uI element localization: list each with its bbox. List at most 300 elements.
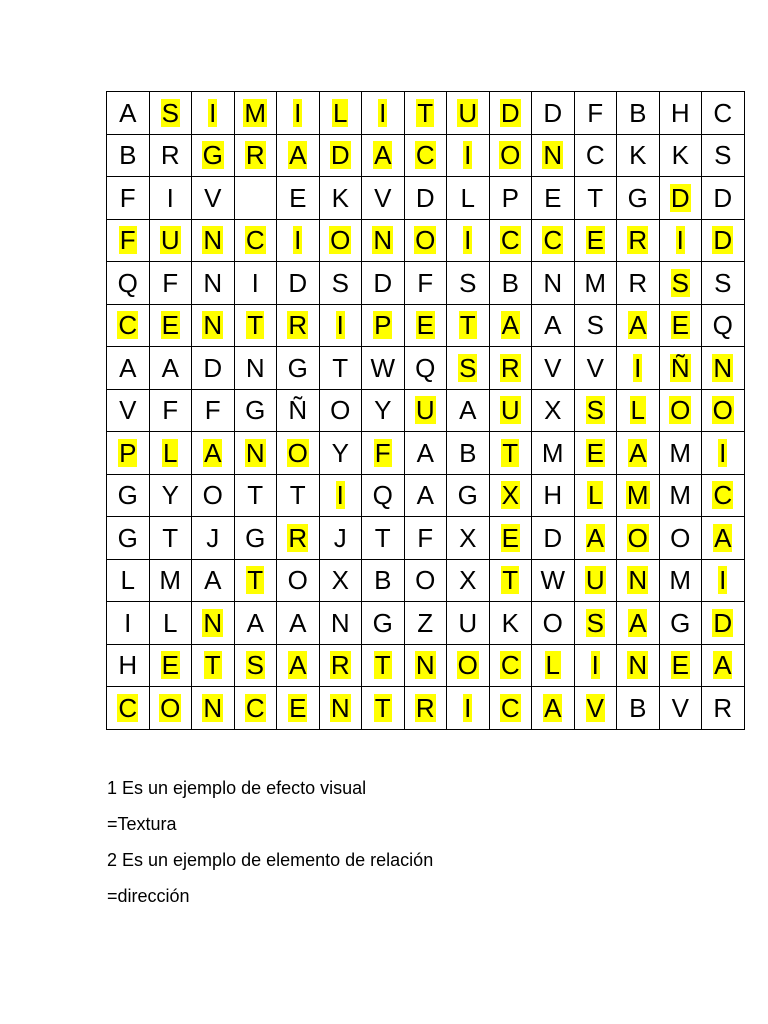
- highlighted-letter: N: [373, 225, 393, 256]
- grid-letter: A: [246, 607, 264, 638]
- grid-cell: [319, 559, 362, 602]
- grid-letter: B: [629, 692, 647, 723]
- grid-cell: [617, 134, 660, 177]
- grid-cell: [149, 432, 192, 475]
- grid-cell: [617, 177, 660, 220]
- grid-letter: T: [332, 352, 349, 383]
- grid-cell: [277, 687, 320, 730]
- highlighted-letter: E: [161, 310, 179, 341]
- grid-cell: [702, 262, 745, 305]
- question-1-text: 1 Es un ejemplo de efecto visual: [107, 778, 367, 798]
- grid-cell: [319, 134, 362, 177]
- highlighted-letter: D: [500, 97, 520, 128]
- grid-letter: H: [118, 650, 138, 681]
- grid-cell: [659, 134, 702, 177]
- grid-cell: [149, 347, 192, 390]
- grid-letter: G: [627, 182, 648, 213]
- highlighted-letter: X: [501, 480, 519, 511]
- highlighted-letter: N: [203, 607, 223, 638]
- grid-cell: [192, 262, 235, 305]
- word-search-body: [107, 92, 745, 730]
- grid-cell: [532, 474, 575, 517]
- grid-cell: [107, 687, 150, 730]
- grid-letter: D: [415, 182, 435, 213]
- grid-letter: G: [117, 480, 138, 511]
- grid-cell: [574, 559, 617, 602]
- grid-cell: [489, 687, 532, 730]
- grid-cell: [362, 219, 405, 262]
- grid-cell: [659, 517, 702, 560]
- highlighted-letter: F: [119, 225, 136, 256]
- grid-cell: [234, 559, 277, 602]
- grid-cell: [702, 602, 745, 645]
- grid-letter: Q: [117, 267, 138, 298]
- highlighted-letter: C: [245, 692, 265, 723]
- grid-cell: [107, 134, 150, 177]
- grid-cell: [319, 262, 362, 305]
- grid-cell: [447, 432, 490, 475]
- grid-cell: [404, 602, 447, 645]
- grid-cell: [574, 134, 617, 177]
- grid-cell: [489, 474, 532, 517]
- grid-cell: [617, 559, 660, 602]
- grid-cell: [149, 92, 192, 135]
- grid-cell: [404, 687, 447, 730]
- highlighted-letter: A: [629, 310, 647, 341]
- grid-cell: [447, 644, 490, 687]
- grid-letter: R: [628, 267, 648, 298]
- highlighted-letter: I: [336, 310, 344, 341]
- grid-cell: [532, 517, 575, 560]
- grid-letter: F: [417, 522, 434, 553]
- highlighted-letter: T: [374, 650, 391, 681]
- grid-cell: [659, 177, 702, 220]
- highlighted-letter: L: [630, 395, 645, 426]
- grid-letter: I: [251, 267, 259, 298]
- grid-cell: [532, 559, 575, 602]
- highlighted-letter: R: [500, 352, 520, 383]
- grid-letter: T: [587, 182, 604, 213]
- grid-cell: [574, 644, 617, 687]
- highlighted-letter: L: [545, 650, 560, 681]
- grid-cell: [447, 559, 490, 602]
- grid-cell: [702, 177, 745, 220]
- grid-row: [107, 602, 745, 645]
- questions-section: [107, 776, 433, 920]
- grid-letter: R: [160, 140, 180, 171]
- grid-letter: Y: [161, 480, 179, 511]
- grid-cell: [404, 304, 447, 347]
- highlighted-letter: N: [203, 692, 223, 723]
- grid-cell: [362, 687, 405, 730]
- grid-cell: [532, 687, 575, 730]
- grid-letter: F: [204, 395, 221, 426]
- grid-letter: U: [458, 607, 478, 638]
- question-1-answer: =Textura: [107, 814, 177, 834]
- grid-letter: [254, 204, 256, 207]
- highlighted-letter: R: [415, 692, 435, 723]
- highlighted-letter: E: [289, 692, 307, 723]
- highlighted-letter: N: [713, 352, 733, 383]
- grid-cell: [107, 517, 150, 560]
- grid-cell: [319, 644, 362, 687]
- grid-cell: [234, 602, 277, 645]
- grid-cell: [617, 304, 660, 347]
- grid-cell: [277, 602, 320, 645]
- highlighted-letter: C: [415, 140, 435, 171]
- grid-cell: [234, 177, 277, 220]
- grid-cell: [404, 517, 447, 560]
- highlighted-letter: L: [333, 97, 348, 128]
- grid-letter: Ñ: [288, 395, 308, 426]
- grid-letter: T: [374, 522, 391, 553]
- grid-letter: E: [289, 182, 307, 213]
- grid-cell: [149, 177, 192, 220]
- grid-cell: [319, 474, 362, 517]
- grid-cell: [277, 389, 320, 432]
- highlighted-letter: T: [502, 437, 519, 468]
- grid-letter: H: [543, 480, 563, 511]
- highlighted-letter: A: [289, 140, 307, 171]
- grid-cell: [659, 262, 702, 305]
- grid-cell: [149, 262, 192, 305]
- highlighted-letter: E: [501, 522, 519, 553]
- grid-letter: G: [670, 607, 691, 638]
- highlighted-letter: I: [676, 225, 684, 256]
- grid-cell: [404, 432, 447, 475]
- grid-cell: [107, 602, 150, 645]
- grid-cell: [234, 304, 277, 347]
- highlighted-letter: O: [330, 225, 351, 256]
- grid-cell: [107, 304, 150, 347]
- grid-cell: [532, 602, 575, 645]
- highlighted-letter: I: [464, 692, 472, 723]
- grid-letter: F: [417, 267, 434, 298]
- highlighted-letter: F: [374, 437, 391, 468]
- grid-row: [107, 304, 745, 347]
- grid-cell: [489, 517, 532, 560]
- grid-cell: [574, 177, 617, 220]
- highlighted-letter: O: [415, 225, 436, 256]
- grid-cell: [489, 432, 532, 475]
- grid-letter: T: [247, 480, 264, 511]
- highlighted-letter: R: [628, 225, 648, 256]
- grid-letter: O: [287, 565, 308, 596]
- grid-letter: V: [374, 182, 392, 213]
- grid-cell: [574, 219, 617, 262]
- grid-cell: [192, 432, 235, 475]
- grid-cell: [702, 219, 745, 262]
- grid-cell: [362, 262, 405, 305]
- grid-letter: A: [544, 310, 562, 341]
- grid-cell: [447, 219, 490, 262]
- grid-cell: [574, 517, 617, 560]
- highlighted-letter: T: [459, 310, 476, 341]
- grid-cell: [532, 304, 575, 347]
- grid-letter: V: [119, 395, 137, 426]
- grid-cell: [574, 389, 617, 432]
- grid-letter: S: [459, 267, 477, 298]
- grid-cell: [234, 687, 277, 730]
- highlighted-letter: O: [670, 395, 691, 426]
- grid-letter: M: [541, 437, 564, 468]
- grid-cell: [532, 219, 575, 262]
- highlighted-letter: C: [245, 225, 265, 256]
- grid-cell: [659, 304, 702, 347]
- grid-letter: G: [117, 522, 138, 553]
- grid-cell: [192, 687, 235, 730]
- grid-cell: [234, 644, 277, 687]
- grid-cell: [659, 389, 702, 432]
- grid-cell: [617, 92, 660, 135]
- grid-cell: [192, 219, 235, 262]
- grid-cell: [702, 644, 745, 687]
- grid-row: [107, 219, 745, 262]
- highlighted-letter: U: [458, 97, 478, 128]
- grid-letter: D: [288, 267, 308, 298]
- grid-letter: K: [671, 140, 689, 171]
- grid-cell: [617, 474, 660, 517]
- highlighted-letter: C: [500, 650, 520, 681]
- grid-letter: B: [629, 97, 647, 128]
- grid-cell: [277, 219, 320, 262]
- grid-cell: [192, 304, 235, 347]
- grid-cell: [659, 474, 702, 517]
- grid-cell: [404, 177, 447, 220]
- grid-cell: [532, 347, 575, 390]
- grid-cell: [362, 559, 405, 602]
- grid-letter: D: [543, 97, 563, 128]
- grid-cell: [404, 92, 447, 135]
- grid-letter: S: [586, 310, 604, 341]
- grid-letter: W: [370, 352, 396, 383]
- grid-cell: [234, 517, 277, 560]
- highlighted-letter: N: [203, 225, 223, 256]
- grid-cell: [192, 474, 235, 517]
- grid-cell: [192, 177, 235, 220]
- grid-letter: K: [629, 140, 647, 171]
- highlighted-letter: N: [415, 650, 435, 681]
- grid-cell: [234, 432, 277, 475]
- grid-letter: O: [415, 565, 436, 596]
- grid-cell: [702, 347, 745, 390]
- grid-cell: [149, 687, 192, 730]
- grid-cell: [319, 517, 362, 560]
- grid-cell: [234, 219, 277, 262]
- grid-cell: [319, 389, 362, 432]
- highlighted-letter: S: [246, 650, 264, 681]
- highlighted-letter: I: [294, 225, 302, 256]
- grid-cell: [362, 432, 405, 475]
- grid-cell: [107, 432, 150, 475]
- highlighted-letter: R: [245, 140, 265, 171]
- grid-cell: [702, 474, 745, 517]
- grid-row: [107, 474, 745, 517]
- grid-letter: Q: [415, 352, 436, 383]
- grid-letter: L: [460, 182, 475, 213]
- grid-letter: N: [203, 267, 223, 298]
- highlighted-letter: D: [713, 225, 733, 256]
- highlighted-letter: I: [464, 225, 472, 256]
- grid-cell: [362, 92, 405, 135]
- grid-cell: [532, 177, 575, 220]
- grid-letter: A: [119, 352, 137, 383]
- highlighted-letter: D: [330, 140, 350, 171]
- grid-cell: [192, 602, 235, 645]
- grid-cell: [319, 602, 362, 645]
- grid-letter: Y: [374, 395, 392, 426]
- highlighted-letter: I: [464, 140, 472, 171]
- grid-letter: R: [713, 692, 733, 723]
- grid-letter: T: [289, 480, 306, 511]
- highlighted-letter: A: [586, 522, 604, 553]
- grid-letter: Z: [417, 607, 434, 638]
- grid-letter: N: [330, 607, 350, 638]
- grid-cell: [489, 92, 532, 135]
- grid-letter: L: [120, 565, 135, 596]
- highlighted-letter: T: [247, 310, 264, 341]
- question-2-answer: =dirección: [107, 886, 190, 906]
- grid-letter: X: [544, 395, 562, 426]
- grid-cell: [574, 304, 617, 347]
- grid-cell: [659, 219, 702, 262]
- grid-cell: [362, 304, 405, 347]
- grid-letter: A: [416, 480, 434, 511]
- highlighted-letter: A: [544, 692, 562, 723]
- grid-letter: M: [669, 565, 692, 596]
- grid-cell: [319, 92, 362, 135]
- grid-cell: [277, 262, 320, 305]
- grid-letter: G: [372, 607, 393, 638]
- highlighted-letter: I: [591, 650, 599, 681]
- grid-cell: [234, 134, 277, 177]
- grid-cell: [277, 432, 320, 475]
- highlighted-letter: N: [628, 565, 648, 596]
- grid-row: [107, 177, 745, 220]
- grid-cell: [447, 474, 490, 517]
- grid-row: [107, 347, 745, 390]
- grid-cell: [659, 432, 702, 475]
- grid-cell: [702, 517, 745, 560]
- question-2-text: 2 Es un ejemplo de elemento de relación: [107, 850, 434, 870]
- grid-cell: [277, 474, 320, 517]
- grid-cell: [617, 347, 660, 390]
- highlighted-letter: U: [415, 395, 435, 426]
- grid-cell: [149, 474, 192, 517]
- grid-cell: [277, 517, 320, 560]
- grid-letter: M: [669, 437, 692, 468]
- grid-cell: [362, 177, 405, 220]
- grid-cell: [617, 432, 660, 475]
- grid-cell: [447, 177, 490, 220]
- highlighted-letter: S: [586, 395, 604, 426]
- grid-cell: [404, 559, 447, 602]
- grid-cell: [404, 219, 447, 262]
- grid-cell: [447, 517, 490, 560]
- grid-letter: V: [204, 182, 222, 213]
- highlighted-letter: U: [500, 395, 520, 426]
- highlighted-letter: A: [714, 522, 732, 553]
- grid-letter: A: [119, 97, 137, 128]
- grid-cell: [277, 559, 320, 602]
- grid-cell: [277, 644, 320, 687]
- grid-letter: C: [713, 97, 733, 128]
- highlighted-letter: O: [627, 522, 648, 553]
- grid-cell: [489, 134, 532, 177]
- grid-cell: [489, 347, 532, 390]
- grid-letter: A: [204, 565, 222, 596]
- grid-cell: [447, 602, 490, 645]
- grid-letter: F: [587, 97, 604, 128]
- grid-cell: [489, 177, 532, 220]
- grid-cell: [702, 304, 745, 347]
- grid-cell: [702, 134, 745, 177]
- grid-letter: C: [585, 140, 605, 171]
- grid-cell: [149, 644, 192, 687]
- grid-cell: [404, 389, 447, 432]
- grid-letter: D: [373, 267, 393, 298]
- grid-letter: X: [459, 522, 477, 553]
- highlighted-letter: U: [585, 565, 605, 596]
- highlighted-letter: E: [416, 310, 434, 341]
- highlighted-letter: S: [671, 267, 689, 298]
- grid-cell: [574, 432, 617, 475]
- grid-cell: [107, 347, 150, 390]
- grid-row: [107, 517, 745, 560]
- grid-cell: [149, 219, 192, 262]
- grid-cell: [277, 304, 320, 347]
- highlighted-letter: A: [629, 437, 647, 468]
- grid-cell: [362, 134, 405, 177]
- highlighted-letter: T: [247, 565, 264, 596]
- grid-letter: P: [501, 182, 519, 213]
- grid-cell: [107, 219, 150, 262]
- highlighted-letter: O: [500, 140, 521, 171]
- grid-row: [107, 644, 745, 687]
- highlighted-letter: C: [118, 310, 138, 341]
- highlighted-letter: L: [588, 480, 603, 511]
- grid-letter: D: [543, 522, 563, 553]
- grid-row: [107, 432, 745, 475]
- grid-cell: [192, 559, 235, 602]
- highlighted-letter: I: [719, 565, 727, 596]
- grid-letter: X: [331, 565, 349, 596]
- highlighted-letter: N: [543, 140, 563, 171]
- grid-cell: [362, 644, 405, 687]
- grid-cell: [319, 432, 362, 475]
- grid-cell: [617, 389, 660, 432]
- highlighted-letter: P: [374, 310, 392, 341]
- grid-cell: [404, 644, 447, 687]
- word-search-grid: [106, 91, 745, 730]
- highlighted-letter: R: [288, 310, 308, 341]
- highlighted-letter: T: [417, 97, 434, 128]
- grid-cell: [319, 177, 362, 220]
- grid-cell: [702, 559, 745, 602]
- grid-letter: H: [670, 97, 690, 128]
- highlighted-letter: R: [288, 522, 308, 553]
- highlighted-letter: I: [634, 352, 642, 383]
- grid-cell: [277, 92, 320, 135]
- grid-letter: G: [457, 480, 478, 511]
- highlighted-letter: O: [457, 650, 478, 681]
- highlighted-letter: A: [374, 140, 392, 171]
- highlighted-letter: S: [459, 352, 477, 383]
- highlighted-letter: A: [501, 310, 519, 341]
- highlighted-letter: M: [244, 97, 267, 128]
- grid-letter: A: [459, 395, 477, 426]
- highlighted-letter: L: [163, 437, 178, 468]
